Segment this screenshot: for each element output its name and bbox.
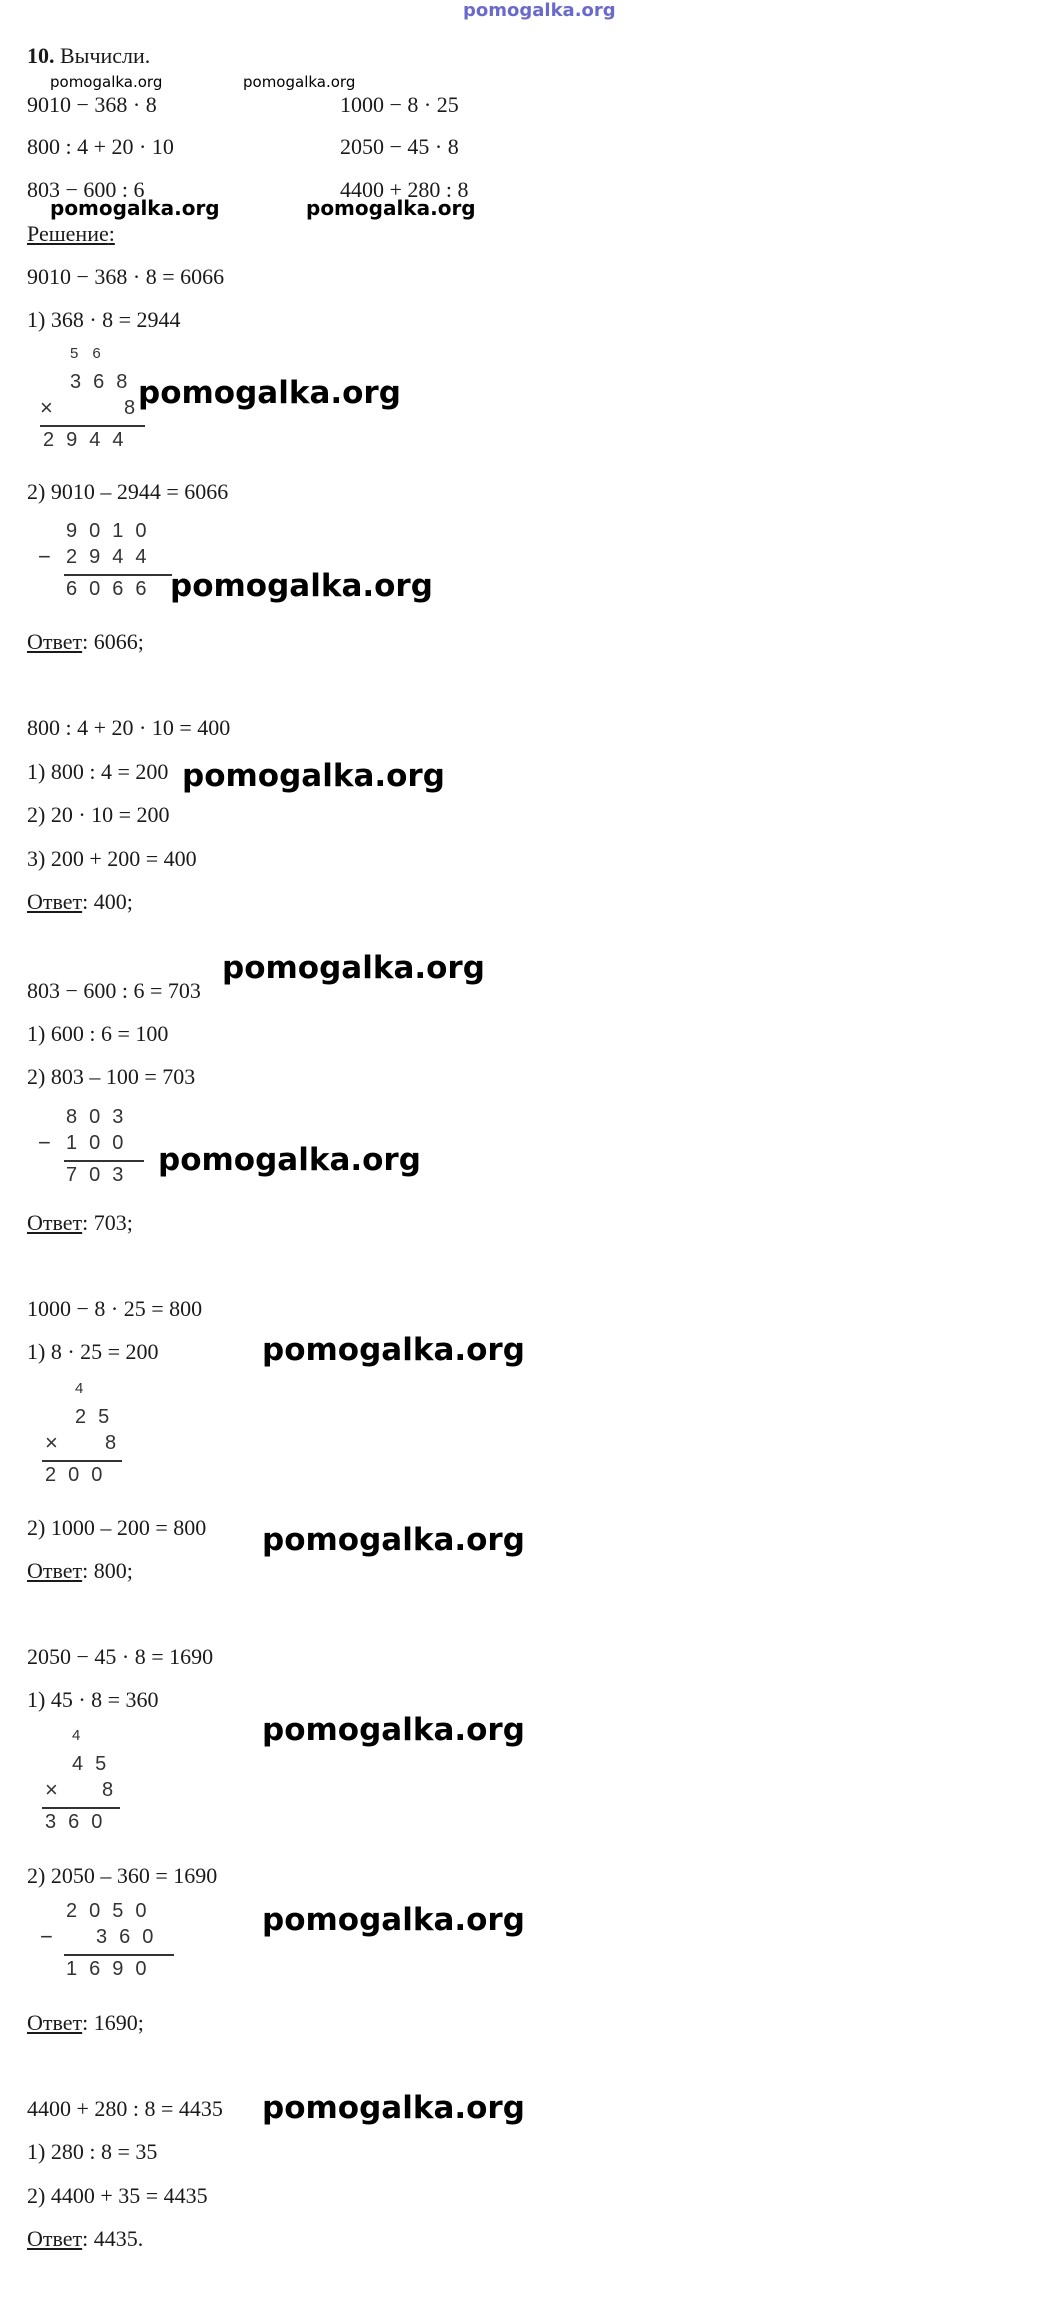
block6-step2: 2) 4400 + 35 = 4435: [27, 2183, 208, 2208]
column-top: 9010: [66, 520, 159, 542]
block1-step2: 2) 9010 – 2944 = 6066: [27, 479, 229, 504]
block5-step1: 1) 45 · 8 = 360: [27, 1687, 159, 1712]
column-bottom: 8: [105, 1432, 129, 1454]
column-result: 703: [66, 1164, 136, 1186]
watermark: pomogalka.org: [262, 1712, 525, 1748]
block2-answer: Ответ: 400;: [27, 889, 133, 914]
carry-digits: 56: [70, 345, 115, 362]
column-top: 2050: [66, 1900, 159, 1922]
problem-right-3: 4400 + 280 : 8: [340, 177, 469, 202]
column-bottom: 8: [124, 397, 148, 419]
block5-main: 2050 − 45 · 8 = 1690: [27, 1644, 214, 1669]
block2-main: 800 : 4 + 20 · 10 = 400: [27, 715, 231, 740]
column-result: 2944: [43, 429, 136, 451]
problem-left-2: 800 : 4 + 20 · 10: [27, 134, 174, 159]
block4-answer: Ответ: 800;: [27, 1558, 133, 1583]
watermark: pomogalka.org: [170, 568, 433, 604]
problem-left-3: 803 − 600 : 6: [27, 177, 145, 202]
multiply-sign: ×: [45, 1430, 58, 1455]
column-line: [64, 1160, 144, 1162]
column-result: 200: [45, 1464, 115, 1486]
multiply-sign: ×: [45, 1777, 58, 1802]
watermark-small: pomogalka.org: [50, 73, 163, 91]
watermark: pomogalka.org: [262, 1522, 525, 1558]
multiply-sign: ×: [40, 395, 53, 420]
column-top: 25: [75, 1406, 122, 1428]
watermark: pomogalka.org: [262, 1902, 525, 1938]
carry-digits: 4: [75, 1380, 98, 1397]
column-result: 6066: [66, 578, 159, 600]
problem-left-1: 9010 − 368 · 8: [27, 92, 157, 117]
block3-answer: Ответ: 703;: [27, 1210, 133, 1235]
watermark-small: pomogalka.org: [306, 196, 476, 220]
problem-right-2: 2050 − 45 · 8: [340, 134, 459, 159]
column-bottom: 360: [96, 1926, 166, 1948]
block4-step2: 2) 1000 – 200 = 800: [27, 1515, 207, 1540]
block1-step1: 1) 368 · 8 = 2944: [27, 307, 181, 332]
block2-step2: 2) 20 · 10 = 200: [27, 802, 170, 827]
block3-step1: 1) 600 : 6 = 100: [27, 1021, 169, 1046]
task-number: 10.: [27, 43, 55, 68]
watermark: pomogalka.org: [262, 2090, 525, 2126]
block1-answer: Ответ: 6066;: [27, 629, 144, 654]
watermark: pomogalka.org: [158, 1142, 421, 1178]
block2-step3: 3) 200 + 200 = 400: [27, 846, 197, 871]
column-top: 368: [70, 371, 140, 393]
block6-main: 4400 + 280 : 8 = 4435: [27, 2096, 223, 2121]
block5-answer: Ответ: 1690;: [27, 2010, 144, 2035]
block6-step1: 1) 280 : 8 = 35: [27, 2139, 158, 2164]
watermark: pomogalka.org: [138, 375, 401, 411]
top-watermark: pomogalka.org: [463, 0, 616, 21]
column-line: [64, 574, 172, 576]
block6-answer: Ответ: 4435.: [27, 2226, 144, 2251]
block1-main: 9010 − 368 · 8 = 6066: [27, 264, 225, 289]
minus-sign: −: [38, 544, 51, 569]
task-title: Вычисли.: [60, 43, 151, 68]
watermark-small: pomogalka.org: [50, 196, 220, 220]
column-line: [42, 1807, 120, 1809]
column-bottom: 2944: [66, 546, 159, 568]
minus-sign: −: [38, 1130, 51, 1155]
problem-right-1: 1000 − 8 · 25: [340, 92, 459, 117]
carry-digits: 4: [72, 1727, 95, 1744]
block3-step2: 2) 803 – 100 = 703: [27, 1064, 196, 1089]
watermark: pomogalka.org: [182, 758, 445, 794]
column-bottom: 8: [102, 1779, 126, 1801]
column-result: 360: [45, 1811, 115, 1833]
watermark-small: pomogalka.org: [243, 73, 356, 91]
column-line: [40, 425, 145, 427]
block4-main: 1000 − 8 · 25 = 800: [27, 1296, 203, 1321]
watermark: pomogalka.org: [222, 950, 485, 986]
column-top: 45: [72, 1753, 119, 1775]
column-result: 1690: [66, 1958, 159, 1980]
column-top: 803: [66, 1106, 136, 1128]
column-line: [64, 1954, 174, 1956]
watermark: pomogalka.org: [262, 1332, 525, 1368]
block2-step1: 1) 800 : 4 = 200: [27, 759, 169, 784]
column-line: [42, 1460, 122, 1462]
minus-sign: −: [40, 1924, 53, 1949]
column-bottom: 100: [66, 1132, 136, 1154]
block4-step1: 1) 8 · 25 = 200: [27, 1339, 159, 1364]
block5-step2: 2) 2050 – 360 = 1690: [27, 1863, 218, 1888]
solution-label: Решение:: [27, 221, 115, 246]
block3-main: 803 − 600 : 6 = 703: [27, 978, 201, 1003]
task-header: [27, 42, 150, 70]
